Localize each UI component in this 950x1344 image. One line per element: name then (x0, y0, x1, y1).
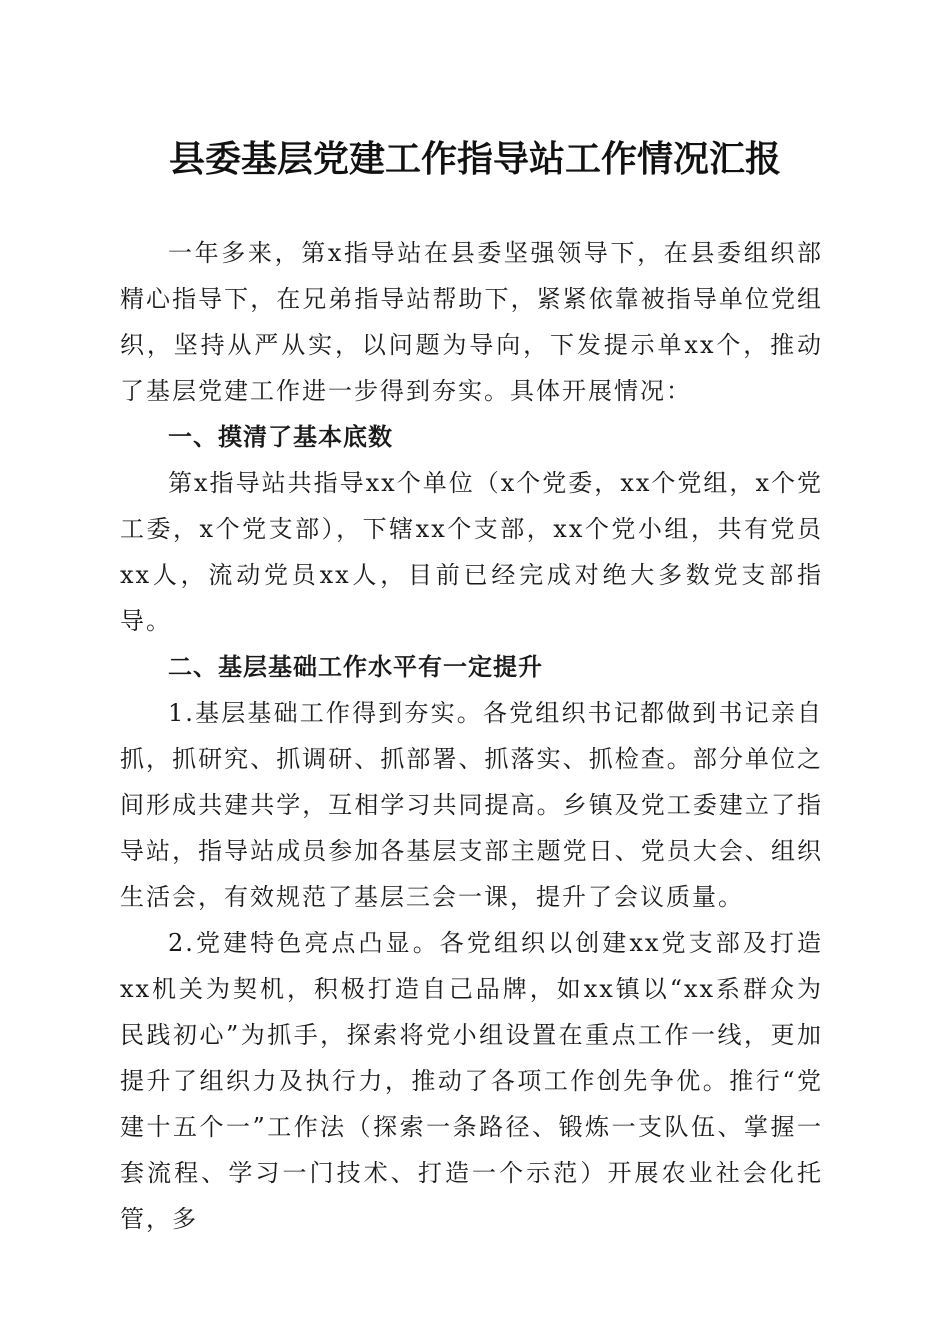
intro-paragraph: 一年多来，第x指导站在县委坚强领导下，在县委组织部精心指导下，在兄弟指导站帮助下，紧紧依靠被指导单位党组织，坚持从严从实，以问题为导向，下发提示单xx个，推动了基层党建工作进一步得到夯实。具体开展情况： (120, 239, 823, 405)
section-heading-1: 一、摸清了基本底数 (168, 423, 393, 451)
document-body (120, 230, 823, 1242)
body-paragraph: 2.党建特色亮点凸显。各党组织以创建xx党支部及打造xx机关为契机，积极打造自己品牌，如xx镇以“xx系群众为民践初心”为抓手，探索将党小组设置在重点工作一线，更加提升了组织力及执行力，推动了各项工作创先争优。推行“党建十五个一”工作法（探索一条路径、锻炼一支队伍、掌握一套流程、学习一门技术、打造一个示范）开展农业社会化托管，多 (120, 929, 823, 1233)
section-heading-2: 二、基层基础工作水平有一定提升 (168, 653, 543, 681)
body-paragraph: 1.基层基础工作得到夯实。各党组织书记都做到书记亲自抓，抓研究、抓调研、抓部署、抓落实、抓检查。部分单位之间形成共建共学，互相学习共同提高。乡镇及党工委建立了指导站，指导站成员参加各基层支部主题党日、党员大会、组织生活会，有效规范了基层三会一课，提升了会议质量。 (120, 699, 823, 911)
document-title: 县委基层党建工作指导站工作情况汇报 (168, 138, 781, 180)
body-paragraph: 第x指导站共指导xx个单位（x个党委，xx个党组，x个党工委，x个党支部），下辖xx个支部，xx个党小组，共有党员xx人，流动党员xx人，目前已经完成对绝大多数党支部指导。 (120, 469, 823, 635)
